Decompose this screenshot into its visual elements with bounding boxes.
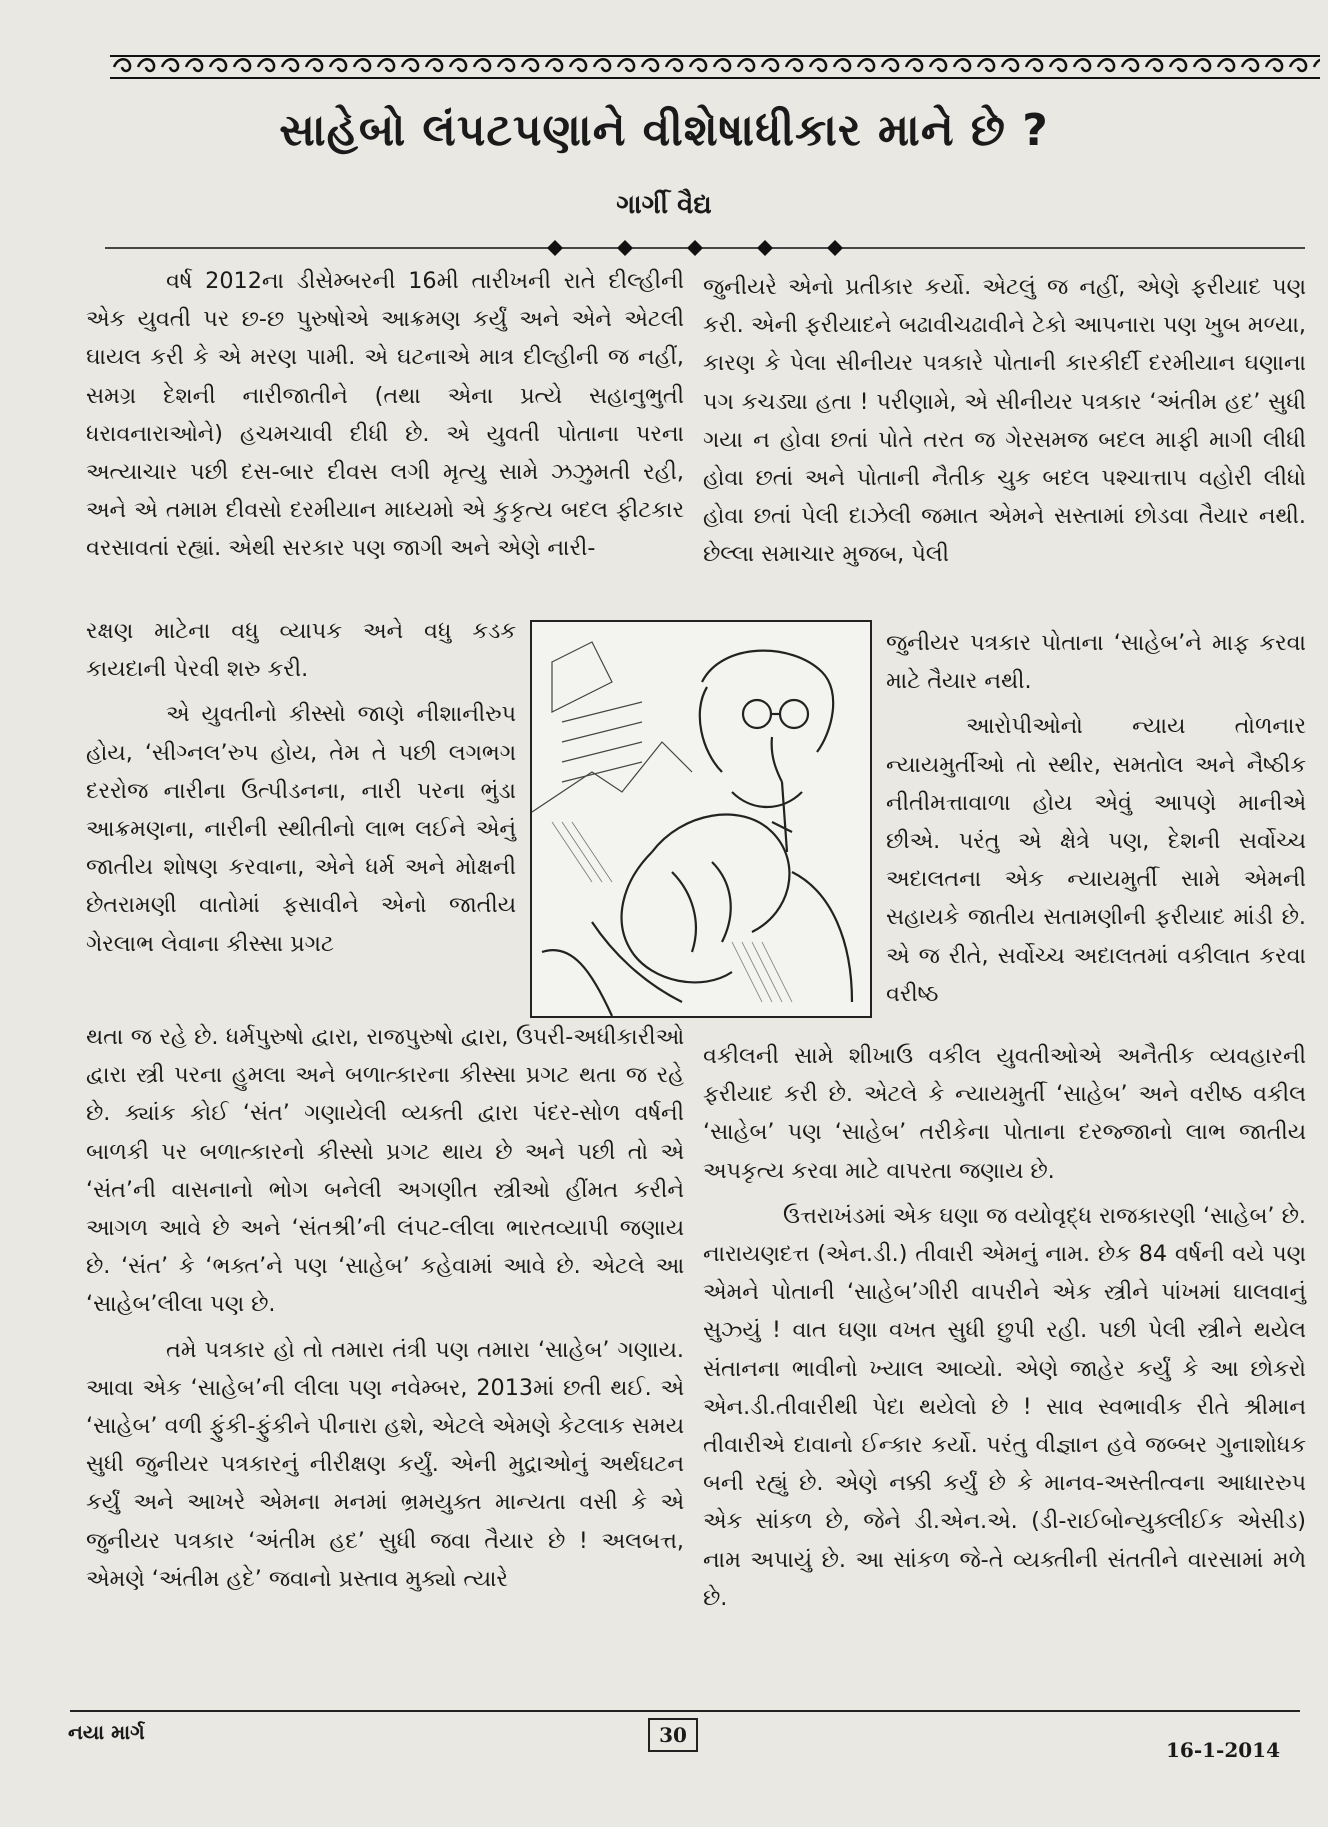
left-column-top: [86, 262, 684, 568]
right-column-top: [703, 268, 1306, 574]
paragraph-continued: રક્ષણ માટેના વધુ વ્યાપક અને વધુ કડક કાયદાની પેરવી શરુ કરી.: [86, 618, 516, 683]
paragraph: તમે પત્રકાર હો તો તમારા તંત્રી પણ તમારા ‘સાહેબ’ ગણાય. આવા એક ‘સાહેબ’ની લીલા પણ નવેમ્બર, 2013માં છતી થઈ. એ ‘સાહેબ’ વળી ફુંકી-ફુંકીને પીનારા હશે, એટલે એમણે કેટલાક સમય સુધી જુનીયર પત્રકારનું નીરીક્ષણ કર્યું. એની મુદ્રાઓનું અર્થઘટન કર્યું અને આખરે એમના મનમાં ભ્રમયુક્ત માન્યતા વસી કે એ જુનીયર પત્રકાર ‘અંતીમ હદ’ સુધી જવા તૈયાર છે ! અલબત્ત, એમણે ‘અંતીમ હદે’ જવાનો પ્રસ્તાવ મુક્યો ત્યારે: [86, 1336, 684, 1592]
issue-date: 16-1-2014: [1166, 1738, 1281, 1762]
sketch-illustration-icon: [532, 622, 870, 1016]
paragraph-continued: વકીલની સામે શીખાઉ વકીલ યુવતીઓએ અનૈતીક વ્યવહારની ફરીયાદ કરી છે. એટલે કે ન્યાયમુર્તી ‘સાહેબ’ અને વરીષ્ઠ વકીલ ‘સાહેબ’ પણ ‘સાહેબ’ તરીકેના પોતાના દરજ્જાનો લાભ જાતીય અપકૃત્ય કરવા માટે વાપરતા જણાય છે.: [703, 1043, 1306, 1184]
paragraph: આરોપીઓનો ન્યાય તોળનાર ન્યાયમુર્તીઓ તો સ્થીર, સમતોલ અને નૈષ્ઠીક નીતીમત્તાવાળા હોય એવું આપણે માનીએ છીએ. પરંતુ એ ક્ષેત્રે પણ, દેશની સર્વોચ્ચ અદાલતના એક ન્યાયમુર્તી સામે એમની સહાયકે જાતીય સતામણીની ફરીયાદ માંડી છે. એ જ રીતે, સર્વોચ્ચ અદાલતમાં વકીલાત કરવા વરીષ્ઠ: [886, 713, 1306, 1007]
left-column-middle: [86, 612, 516, 963]
paragraph-continued: થતા જ રહે છે. ધર્મપુરુષો દ્વારા, રાજપુરુષો દ્વારા, ઉપરી-અધીકારીઓ દ્વારા સ્ત્રી પરના હુમલા અને બળાત્કારના કીસ્સા પ્રગટ થતા જ રહે છે. ક્યાંક કોઈ ‘સંત’ ગણાયેલી વ્યક્તી દ્વારા પંદર-સોળ વર્ષની બાળકી પર બળાત્કારનો કીસ્સો પ્રગટ થાય છે અને પછી તો એ ‘સંત’ની વાસનાનો ભોગ બનેલી અગણીત સ્ત્રીઓ હીંમત કરીને આગળ આવે છે અને ‘સંતશ્રી’ની લંપટ-લીલા ભારતવ્યાપી જણાય છે. ‘સંત’ કે ‘ભક્ત’ને પણ ‘સાહેબ’ કહેવામાં આવે છે. એટલે આ ‘સાહેબ’લીલા પણ છે.: [86, 1024, 684, 1318]
footer-rule: [70, 1710, 1300, 1712]
publication-name: નયા માર્ગ: [68, 1720, 145, 1744]
paragraph: ઉત્તરાખંડમાં એક ઘણા જ વયોવૃદ્ધ રાજકારણી ‘સાહેબ’ છે. નારાયણદત્ત (એન.ડી.) તીવારી એમનું નામ. છેક 84 વર્ષની વયે પણ એમને પોતાની ‘સાહેબ’ગીરી વાપરીને એક સ્ત્રીને પાંખમાં ઘાલવાનું સુઝ્યું ! વાત ઘણા વખત સુધી છુપી રહી. પછી પેલી સ્ત્રીને થયેલ સંતાનના ભાવીનો ખ્યાલ આવ્યો. એણે જાહેર કર્યું કે આ છોકરો એન.ડી.તીવારીથી પેદા થયેલો છે ! સાવ સ્વભાવીક રીતે શ્રીમાન તીવારીએ દાવાનો ઈન્કાર કર્યો. પરંતુ વીજ્ઞાન હવે જબ્બર ગુનાશોધક બની રહ્યું છે. એણે નક્કી કર્યું છે કે માનવ-અસ્તીત્વના આધારરુપ એક સાંકળ છે, જેને ડી.એન.એ. (ડી-રાઈબોન્યુક્લીઈક એસીડ) નામ અપાયું છે. આ સાંકળ જે-તે વ્યક્તીની સંતતીને વારસામાં મળે છે.: [703, 1202, 1306, 1611]
left-column-bottom: [86, 1018, 684, 1598]
right-column-middle: [886, 624, 1306, 1013]
right-column-bottom: [703, 1037, 1306, 1617]
paragraph: વર્ષ 2012ના ડીસેમ્બરની 16મી તારીખની રાતે દીલ્હીની એક યુવતી પર છ-છ પુરુષોએ આક્રમણ કર્યું અને એને એટલી ઘાયલ કરી કે એ મરણ પામી. એ ઘટનાએ માત્ર દીલ્હીની જ નહીં, સમગ્ર દેશની નારીજાતીને (તથા એના પ્રત્યે સહાનુભુતી ધરાવનારાઓને) હચમચાવી દીધી છે. એ યુવતી પોતાના પરના અત્યાચાર પછી દસ-બાર દીવસ લગી મૃત્યુ સામે ઝઝુમતી રહી, અને એ તમામ દીવસો દરમીયાન માધ્યમો એ કુકૃત્ય બદલ ફીટકાર વરસાવતાં રહ્યાં. એથી સરકાર પણ જાગી અને એણે નારી-: [86, 268, 684, 562]
paragraph-continued: જુનીયરે એનો પ્રતીકાર કર્યો. એટલું જ નહીં, એણે ફરીયાદ પણ કરી. એની ફરીયાદને બઢાવીચઢાવીને ટેકો આપનારા પણ ખુબ મળ્યા, કારણ કે પેલા સીનીયર પત્રકારે પોતાની કારકીર્દી દરમીયાન ઘણાના પગ કચડ્યા હતા ! પરીણામે, એ સીનીયર પત્રકાર ‘અંતીમ હદ’ સુધી ગયા ન હોવા છતાં પોતે તરત જ ગેરસમજ બદલ માફી માગી લીધી હોવા છતાં અને પોતાની નૈતીક ચુક બદલ પશ્ચાત્તાપ વહોરી લીધો હોવા છતાં પેલી દાઝેલી જમાત એમને સસ્તામાં છોડવા તૈયાર નથી. છેલ્લા સમાચાર મુજબ, પેલી: [703, 274, 1306, 568]
article-illustration: [530, 620, 872, 1018]
scroll-border-ornament-icon: [110, 48, 1320, 86]
paragraph-continued: જુનીયર પત્રકાર પોતાના ‘સાહેબ’ને માફ કરવા માટે તૈયાર નથી.: [886, 630, 1306, 695]
diamond-divider-ornament-icon: [105, 236, 1305, 256]
article-author: ગાર્ગી વૈદ્ય: [616, 190, 712, 220]
article-title: સાહેબો લંપટપણાને વીશેષાધીકાર માને છે ?: [279, 105, 1049, 156]
page-number: 30: [648, 1718, 698, 1752]
paragraph: એ યુવતીનો કીસ્સો જાણે નીશાનીરુપ હોય, ‘સીગ્નલ’રુપ હોય, તેમ તે પછી લગભગ દરરોજ નારીના ઉત્પીડનના, નારી પરના ભુંડા આક્રમણના, નારીની સ્થીતીનો લાભ લઈને એનું જાતીય શોષણ કરવાના, એને ધર્મ અને મોક્ષની છેતરામણી વાતોમાં ફસાવીને એનો જાતીય ગેરલાભ લેવાના કીસ્સા પ્રગટ: [86, 701, 516, 957]
